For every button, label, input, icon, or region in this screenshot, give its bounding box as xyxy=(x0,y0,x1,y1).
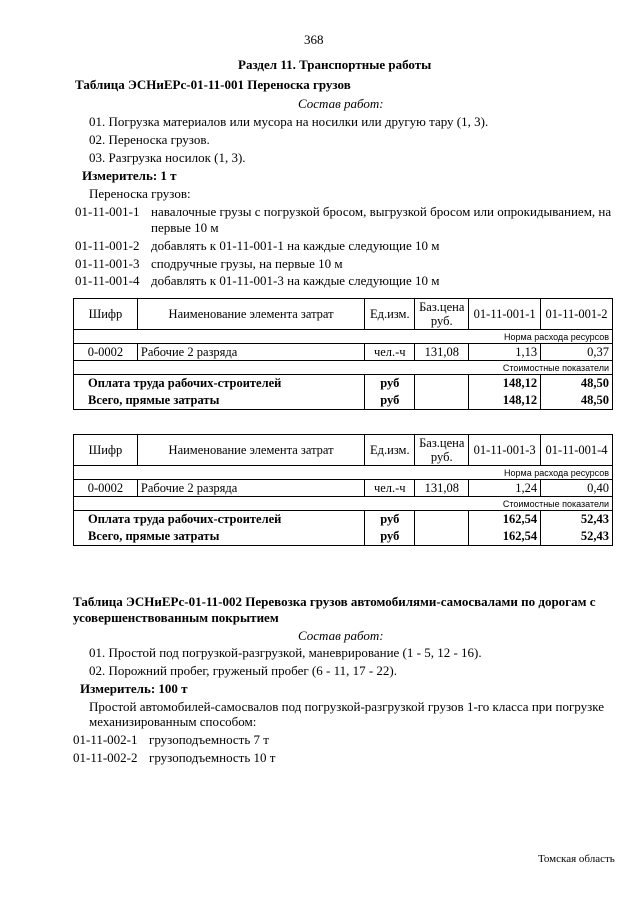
table1-composition-2: 02. Переноска грузов. xyxy=(89,132,210,147)
cell: 52,43 xyxy=(541,528,613,546)
cell: 0,37 xyxy=(541,344,613,361)
column-header: Ед.изм. xyxy=(365,435,415,466)
cost-label: Стоимостные показатели xyxy=(74,497,613,511)
cell: 52,43 xyxy=(541,511,613,529)
table1-composition-1: 01. Погрузка материалов или мусора на носилки или другую тару (1, 3). xyxy=(89,114,489,129)
cell: руб xyxy=(365,528,415,546)
cost-table-a xyxy=(73,298,613,410)
cell: руб xyxy=(365,511,415,529)
page-number: 368 xyxy=(304,32,324,47)
cell: 162,54 xyxy=(469,511,541,529)
column-header: 01-11-001-3 xyxy=(469,435,541,466)
item-code: 01-11-001-4 xyxy=(75,273,140,288)
table2-composition-1: 01. Простой под погрузкой-разгрузкой, маневрирование (1 - 5, 12 - 16). xyxy=(89,645,482,660)
column-header: Баз.цена руб. xyxy=(415,435,469,466)
item-text: навалочные грузы с погрузкой бросом, выгрузкой бросом или опрокидыванием, на xyxy=(151,204,612,219)
column-header: Ед.изм. xyxy=(365,299,415,330)
table-subheader-row xyxy=(74,466,613,480)
item-code: 01-11-001-1 xyxy=(75,204,140,219)
cell: 0-0002 xyxy=(74,344,138,361)
table2-intro-line1: Простой автомобилей-самосвалов под погрузкой-разгрузкой грузов 1-го класса при погрузке xyxy=(89,699,605,714)
cell: 1,13 xyxy=(469,344,541,361)
column-header: 01-11-001-4 xyxy=(541,435,613,466)
table1-item xyxy=(75,273,439,289)
cell: руб xyxy=(365,375,415,393)
column-header: 01-11-001-2 xyxy=(541,299,613,330)
cell xyxy=(415,511,469,529)
table2-item xyxy=(73,732,269,748)
table2-composition-2: 02. Порожний пробег, груженый пробег (6 - 11, 17 - 22). xyxy=(89,663,398,678)
norm-label: Норма расхода ресурсов xyxy=(74,330,613,344)
cell xyxy=(415,375,469,393)
item-code: 01-11-001-3 xyxy=(75,256,140,271)
cost-label: Стоимостные показатели xyxy=(74,361,613,375)
table1-item-cont: первые 10 м xyxy=(151,220,219,235)
table-subheader-row xyxy=(74,361,613,375)
column-header: 01-11-001-1 xyxy=(469,299,541,330)
cell xyxy=(415,528,469,546)
table2-intro-line2: механизированным способом: xyxy=(89,714,257,729)
footer-region: Томская область xyxy=(538,853,615,865)
item-text: грузоподъемность 10 т xyxy=(149,750,276,765)
table-total-row xyxy=(74,392,613,410)
cell: чел.-ч xyxy=(365,344,415,361)
table-row xyxy=(74,480,613,497)
cell: 1,24 xyxy=(469,480,541,497)
item-text: грузоподъемность 7 т xyxy=(149,732,269,747)
table-total-row xyxy=(74,511,613,529)
table-subheader-row xyxy=(74,497,613,511)
total-label: Оплата труда рабочих-строителей xyxy=(74,375,365,393)
total-label: Оплата труда рабочих-строителей xyxy=(74,511,365,529)
item-text: сподручные грузы, на первые 10 м xyxy=(151,256,343,271)
cell: 48,50 xyxy=(541,392,613,410)
column-header: Шифр xyxy=(74,435,138,466)
cell: чел.-ч xyxy=(365,480,415,497)
cell: 131,08 xyxy=(415,480,469,497)
item-text: добавлять к 01-11-001-1 на каждые следующие 10 м xyxy=(151,238,440,253)
item-code: 01-11-002-1 xyxy=(73,732,138,747)
table1-title: Таблица ЭСНиЕРс-01-11-001 Переноска грузов xyxy=(75,77,351,92)
cell: Рабочие 2 разряда xyxy=(137,344,364,361)
table-total-row xyxy=(74,375,613,393)
item-code: 01-11-001-2 xyxy=(75,238,140,253)
table-header-row xyxy=(74,435,613,466)
cell xyxy=(415,392,469,410)
cell: 162,54 xyxy=(469,528,541,546)
cell: 131,08 xyxy=(415,344,469,361)
table1-item xyxy=(75,238,439,254)
column-header: Шифр xyxy=(74,299,138,330)
table1-composition-title: Состав работ: xyxy=(298,96,384,111)
table2-title-line2: усовершенствованным покрытием xyxy=(73,610,279,625)
cell: 148,12 xyxy=(469,375,541,393)
column-header: Наименование элемента затрат xyxy=(137,435,364,466)
column-header: Баз.цена руб. xyxy=(415,299,469,330)
cell: 148,12 xyxy=(469,392,541,410)
table-total-row xyxy=(74,528,613,546)
table2-composition-title: Состав работ: xyxy=(298,628,384,643)
total-label: Всего, прямые затраты xyxy=(74,392,365,410)
norm-label: Норма расхода ресурсов xyxy=(74,466,613,480)
table1-item xyxy=(75,256,343,272)
column-header: Наименование элемента затрат xyxy=(137,299,364,330)
cell: 0-0002 xyxy=(74,480,138,497)
table2-meter: Измеритель: 100 т xyxy=(80,681,188,696)
section-title: Раздел 11. Транспортные работы xyxy=(238,57,432,72)
cell: Рабочие 2 разряда xyxy=(137,480,364,497)
table2-item xyxy=(73,750,275,766)
item-code: 01-11-002-2 xyxy=(73,750,138,765)
item-text: добавлять к 01-11-001-3 на каждые следующие 10 м xyxy=(151,273,440,288)
table2-title-line1: Таблица ЭСНиЕРс-01-11-002 Перевозка грузов автомобилями-самосвалами по дорогам с xyxy=(73,594,596,609)
table-subheader-row xyxy=(74,330,613,344)
table-header-row xyxy=(74,299,613,330)
table1-item xyxy=(75,204,611,220)
table1-composition-3: 03. Разгрузка носилок (1, 3). xyxy=(89,150,246,165)
total-label: Всего, прямые затраты xyxy=(74,528,365,546)
table-row xyxy=(74,344,613,361)
cell: 48,50 xyxy=(541,375,613,393)
cell: 0,40 xyxy=(541,480,613,497)
cell: руб xyxy=(365,392,415,410)
cost-table-b xyxy=(73,434,613,546)
table1-intro: Переноска грузов: xyxy=(89,186,191,201)
table1-meter: Измеритель: 1 т xyxy=(82,168,177,183)
